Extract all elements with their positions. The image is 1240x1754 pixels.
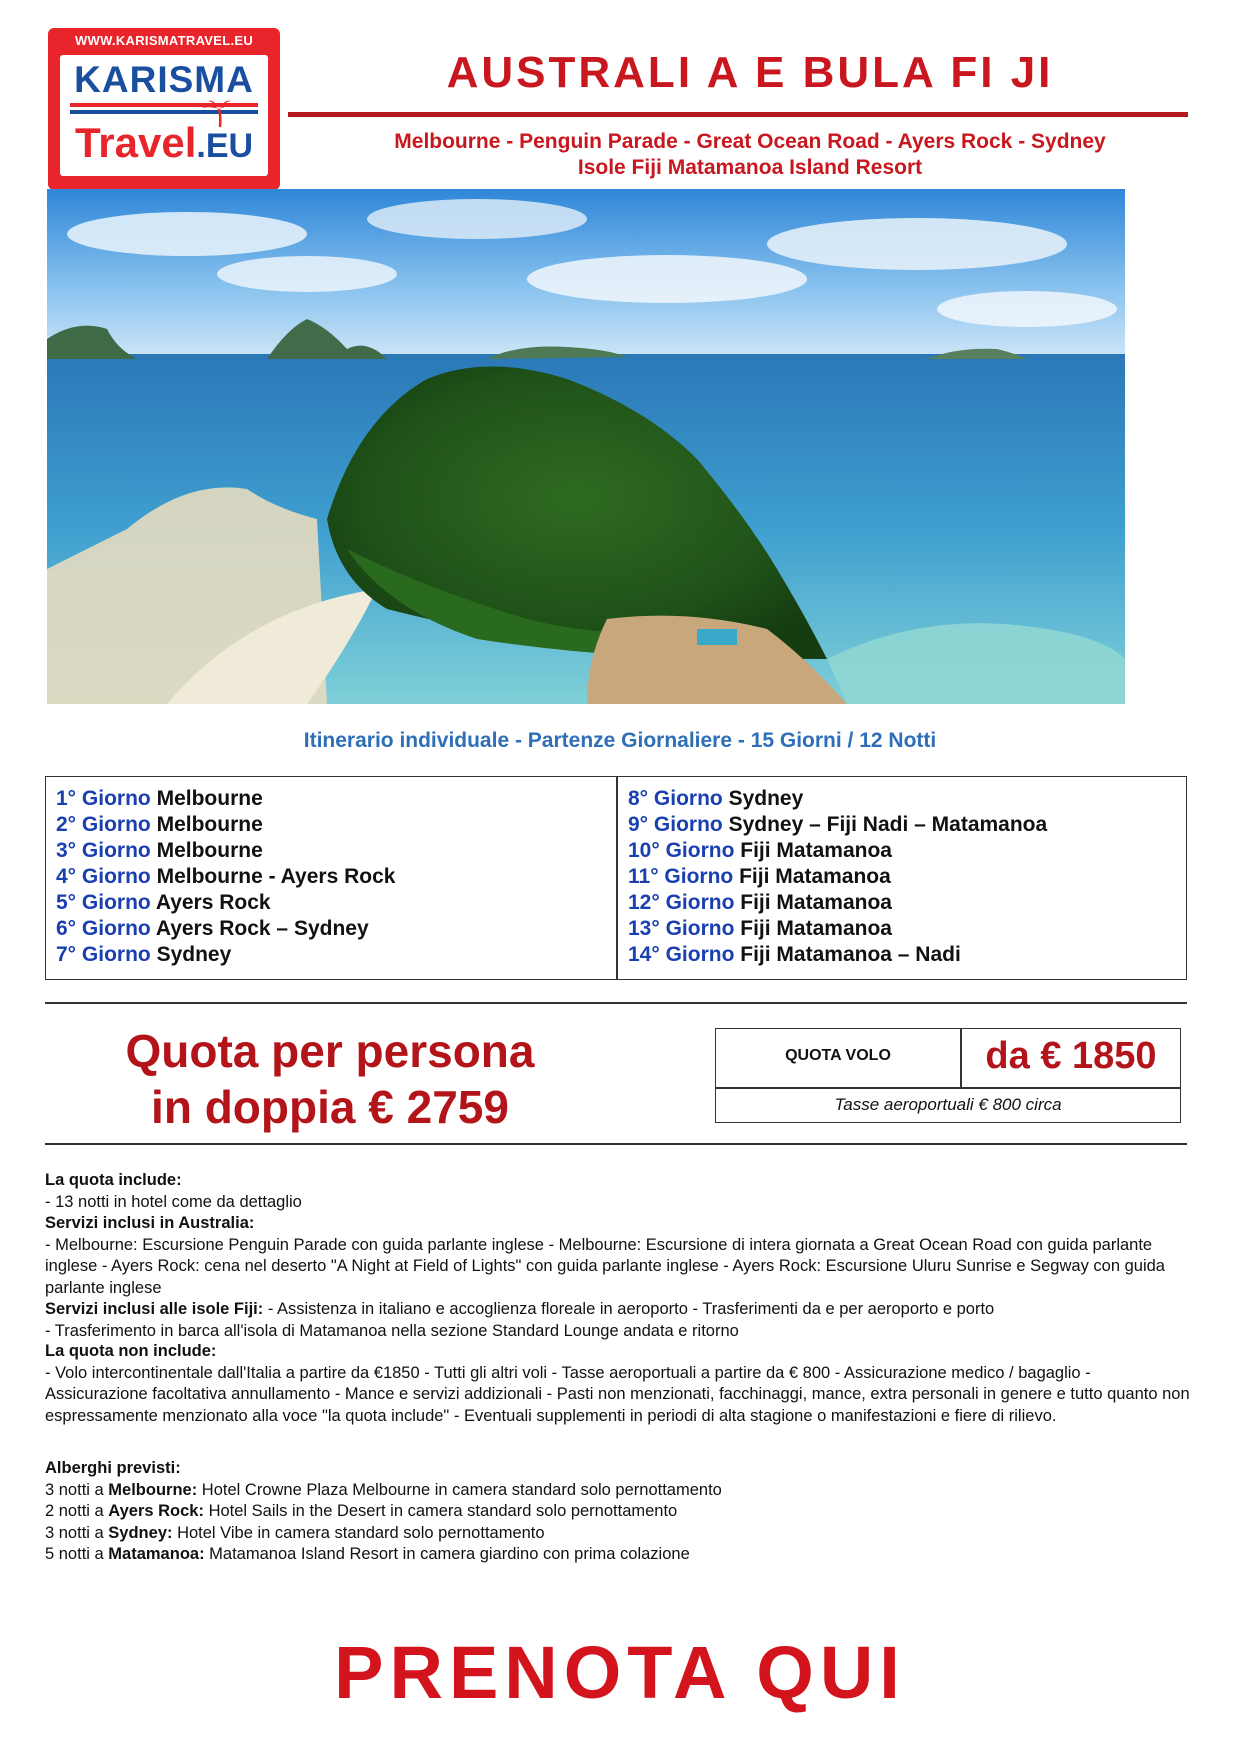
itinerary-row — [56, 865, 395, 891]
excludes-section — [45, 1341, 1195, 1427]
subtitle-resort: Isole Fiji Matamanoa Island Resort — [577, 156, 923, 179]
itinerary-row — [56, 839, 395, 865]
day-place: Fiji Matamanoa — [740, 839, 892, 862]
hotel-city: Melbourne: — [108, 1480, 198, 1499]
hero-island-photo — [47, 189, 1125, 704]
day-label: 9° Giorno — [628, 813, 723, 836]
hotel-desc: Hotel Crowne Plaza Melbourne in camera standard solo pernottamento — [197, 1480, 722, 1499]
itinerary-column-left — [56, 787, 395, 969]
excludes-text: - Volo intercontinentale dall'Italia a partire da €1850 - Tutti gli altri voli - Tasse aeroportuali a partire da € 800 - Assicurazione medico / bagaglio - Assicurazione facoltativa annullamento - Mance e servizi addizionali - Pasti non menzionati, facchinaggi, mance, extra personali in genere e tutto quanto non espressamente menzionato alla voce "la quota include" - Eventuali supplementi in periodi di alta stagione o manifestazioni e fiere di rilievo. — [45, 1363, 1190, 1425]
airport-tax-note: Tasse aeroportuali € 800 circa — [834, 1095, 1062, 1114]
day-place: Ayers Rock – Sydney — [155, 917, 369, 940]
logo-url: WWW.KARISMATRAVEL.EU — [74, 33, 254, 48]
day-place: Sydney — [156, 943, 232, 966]
fiji-services-heading: Servizi inclusi alle isole Fiji: — [45, 1300, 264, 1318]
book-now-link[interactable]: PRENOTA QUI — [334, 1631, 906, 1714]
day-label: 13° Giorno — [628, 917, 735, 940]
day-place: Melbourne — [156, 787, 263, 810]
itinerary-row — [628, 943, 1047, 969]
itinerary-row — [628, 787, 1047, 813]
includes-heading: La quota include: — [45, 1171, 182, 1189]
day-label: 12° Giorno — [628, 891, 735, 914]
flight-quote-box — [715, 1028, 1181, 1123]
day-label: 6° Giorno — [56, 917, 151, 940]
subtitle-route: Melbourne - Penguin Parade - Great Ocean Road - Ayers Rock - Sydney — [394, 130, 1106, 153]
day-label: 4° Giorno — [56, 865, 151, 888]
hotel-nights: 3 notti a — [45, 1523, 109, 1542]
day-label: 10° Giorno — [628, 839, 735, 862]
itinerary-row — [628, 891, 1047, 917]
hotel-row — [45, 1480, 1195, 1502]
flight-quote-label: QUOTA VOLO — [785, 1047, 891, 1064]
itinerary-table — [45, 776, 1187, 980]
itinerary-row — [628, 839, 1047, 865]
flight-quote-price: da € 1850 — [985, 1035, 1157, 1077]
hotel-row — [45, 1544, 1195, 1566]
day-place: Melbourne — [156, 839, 263, 862]
hotels-heading: Alberghi previsti: — [45, 1459, 181, 1477]
day-label: 7° Giorno — [56, 943, 151, 966]
logo-eu-suffix: .EU — [196, 127, 254, 165]
hotel-row — [45, 1523, 1195, 1545]
day-place: Fiji Matamanoa — [740, 917, 892, 940]
hotel-nights: 3 notti a — [45, 1480, 109, 1499]
includes-section — [45, 1170, 1195, 1342]
day-place: Melbourne — [156, 813, 263, 836]
itinerary-row — [56, 943, 395, 969]
itinerary-row — [628, 865, 1047, 891]
hotel-desc: Matamanoa Island Resort in camera giardino con prima colazione — [204, 1545, 690, 1563]
hotel-city: Matamanoa: — [108, 1545, 205, 1563]
day-label: 5° Giorno — [56, 891, 151, 914]
itinerary-row — [56, 813, 395, 839]
hotel-nights: 5 notti a — [45, 1545, 109, 1563]
logo-inner — [60, 55, 268, 176]
quota-per-persona: Quota per persona — [125, 1025, 535, 1077]
itinerary-column-right — [628, 787, 1047, 969]
itinerary-row — [56, 891, 395, 917]
itinerary-row — [628, 813, 1047, 839]
day-label: 3° Giorno — [56, 839, 151, 862]
divider-rule — [45, 1002, 1187, 1004]
karisma-travel-logo[interactable] — [48, 28, 280, 190]
fiji-services-text: - Assistenza in italiano e accoglienza floreale in aeroporto - Trasferimenti da e per aeroporto e porto — [263, 1300, 995, 1318]
hotels-section — [45, 1458, 1195, 1566]
hotel-city: Ayers Rock: — [108, 1502, 204, 1520]
day-label: 14° Giorno — [628, 943, 735, 966]
australia-services-text: - Melbourne: Escursione Penguin Parade con guida parlante inglese - Melbourne: Escursione di intera giornata a Great Ocean Road con guida parlante inglese - Ayers Rock: cena nel deserto "A Night at Field of Lights" con guida parlante inglese - Ayers Rock: Escursione Uluru Sunrise e Segway con guida parlante inglese — [45, 1235, 1165, 1297]
day-place: Sydney – Fiji Nadi – Matamanoa — [728, 813, 1048, 836]
day-label: 8° Giorno — [628, 787, 723, 810]
itinerary-summary: Itinerario individuale - Partenze Giornaliere - 15 Giorni / 12 Notti — [303, 729, 937, 752]
title-underline — [288, 112, 1188, 117]
day-label: 11° Giorno — [628, 865, 734, 888]
day-label: 1° Giorno — [56, 787, 151, 810]
logo-travel-word: Travel — [74, 119, 197, 166]
day-place: Melbourne - Ayers Rock — [156, 865, 396, 888]
flight-box-hline — [716, 1087, 1180, 1089]
logo-brand-karisma: KARISMA — [74, 59, 254, 100]
hotel-desc: Hotel Vibe in camera standard solo pernottamento — [172, 1523, 545, 1542]
fiji-services-line — [45, 1299, 1195, 1321]
itinerary-row — [56, 917, 395, 943]
hotel-desc: Hotel Sails in the Desert in camera standard solo pernottamento — [203, 1502, 678, 1520]
excludes-heading: La quota non include: — [45, 1342, 217, 1360]
day-label: 2° Giorno — [56, 813, 151, 836]
hotel-row — [45, 1501, 1195, 1523]
day-place: Fiji Matamanoa — [739, 865, 891, 888]
australia-services-heading: Servizi inclusi in Australia: — [45, 1214, 255, 1232]
quota-in-doppia: in doppia € 2759 — [151, 1081, 509, 1133]
divider-rule — [45, 1143, 1187, 1145]
palm-tree-icon — [200, 99, 240, 129]
itinerary-row — [628, 917, 1047, 943]
fiji-services-text-2: - Trasferimento in barca all'isola di Matamanoa nella sezione Standard Lounge andata e ritorno — [45, 1321, 739, 1340]
hotel-city: Sydney: — [108, 1523, 173, 1542]
day-place: Ayers Rock — [155, 891, 271, 914]
page-title: AUSTRALI A E BULA FI JI — [446, 48, 1054, 97]
day-place: Fiji Matamanoa — [740, 891, 892, 914]
itinerary-divider — [616, 777, 618, 979]
day-place: Fiji Matamanoa – Nadi — [740, 943, 961, 966]
hotel-nights: 2 notti a — [45, 1502, 109, 1520]
includes-hotel-nights: - 13 notti in hotel come da dettaglio — [45, 1192, 302, 1211]
itinerary-row — [56, 787, 395, 813]
day-place: Sydney — [728, 787, 804, 810]
